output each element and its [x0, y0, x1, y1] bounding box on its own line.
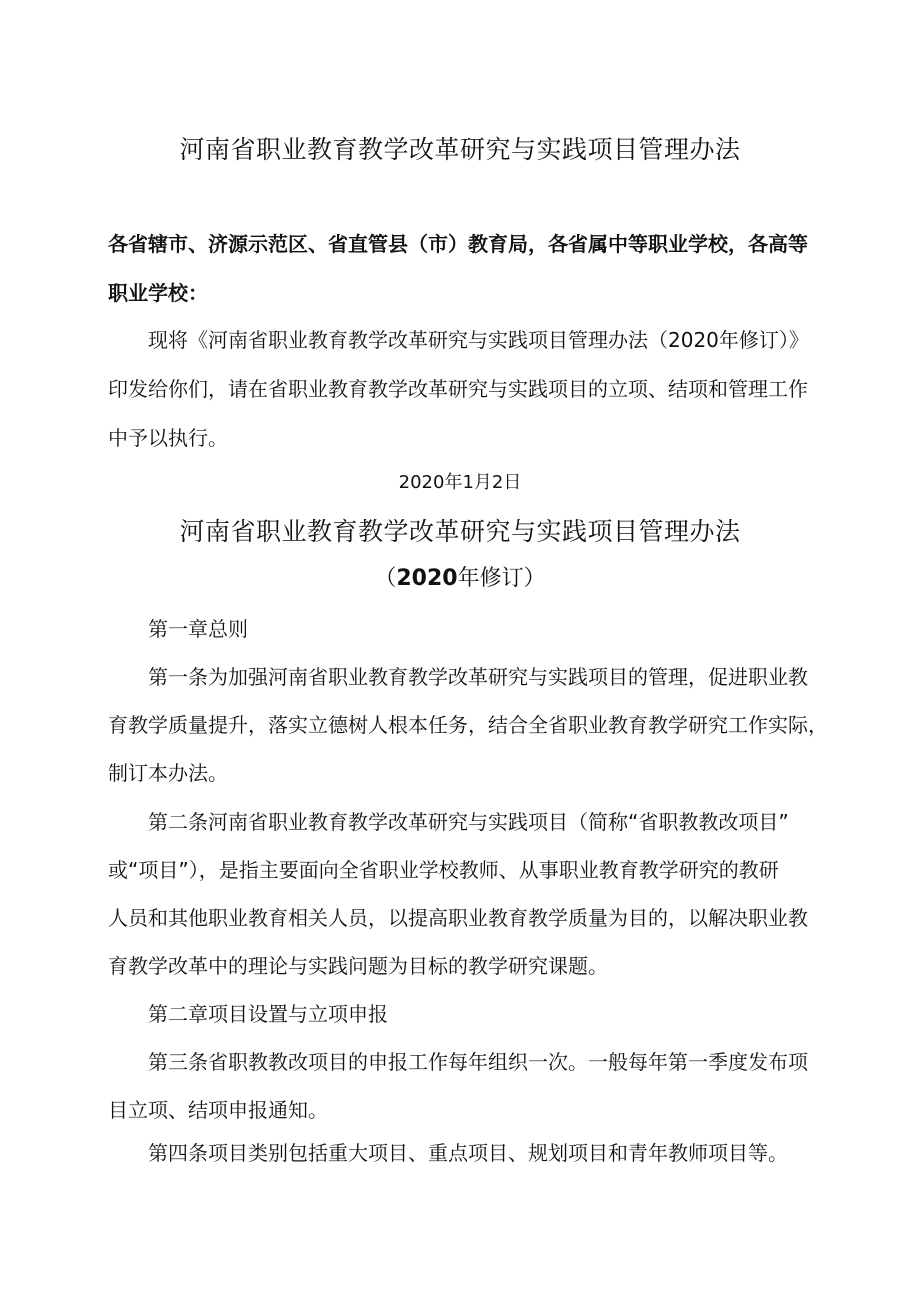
article-2-line-2: 或“项目”），是指主要面向全省职业学校教师、从事职业教育教学研究的教研: [108, 858, 779, 882]
article-3-line-2: 目立项、结项申报通知。: [108, 1098, 328, 1122]
addressee-line-2: 职业学校：: [108, 281, 208, 305]
revision-rest: 年修订）: [457, 566, 546, 591]
issue-date: 2020年1月2日: [398, 472, 522, 493]
revision-year: 2020: [396, 566, 458, 591]
article-1-line-3: 制订本办法。: [108, 761, 228, 785]
article-2-line-3: 人员和其他职业教育相关人员，以提高职业教育教学质量为目的，以解决职业教: [108, 906, 808, 930]
article-1-line-2: 育教学质量提升，落实立德树人根本任务，结合全省职业教育教学研究工作实际，: [108, 713, 828, 737]
chapter-2-heading: 第二章项目设置与立项申报: [148, 1002, 388, 1026]
article-2-line-4: 育教学改革中的理论与实践问题为目标的教学研究课题。: [108, 954, 608, 978]
article-1-line-1: 第一条为加强河南省职业教育教学改革研究与实践项目的管理，促进职业教: [148, 665, 808, 689]
document-title: 河南省职业教育教学改革研究与实践项目管理办法: [179, 135, 741, 164]
notice-line-2: 印发给你们，请在省职业教育教学改革研究与实践项目的立项、结项和管理工作: [108, 377, 808, 401]
article-4-line-1: 第四条项目类别包括重大项目、重点项目、规划项目和青年教师项目等。: [148, 1141, 788, 1165]
addressee-line-1: 各省辖市、济源示范区、省直管县（市）教育局，各省属中等职业学校，各高等: [108, 232, 808, 256]
revision-open: （: [374, 566, 397, 591]
chapter-1-heading: 第一章总则: [148, 617, 248, 641]
revision-subtitle: [0, 565, 920, 593]
second-title: 河南省职业教育教学改革研究与实践项目管理办法: [179, 517, 741, 546]
notice-line-3: 中予以执行。: [108, 426, 228, 450]
notice-line-1: 现将《河南省职业教育教学改革研究与实践项目管理办法（2020年修订）》: [148, 328, 809, 352]
article-2-line-1: 第二条河南省职业教育教学改革研究与实践项目（简称“省职教教改项目”: [148, 810, 789, 834]
article-3-line-1: 第三条省职教教改项目的申报工作每年组织一次。一般每年第一季度发布项: [148, 1050, 808, 1074]
